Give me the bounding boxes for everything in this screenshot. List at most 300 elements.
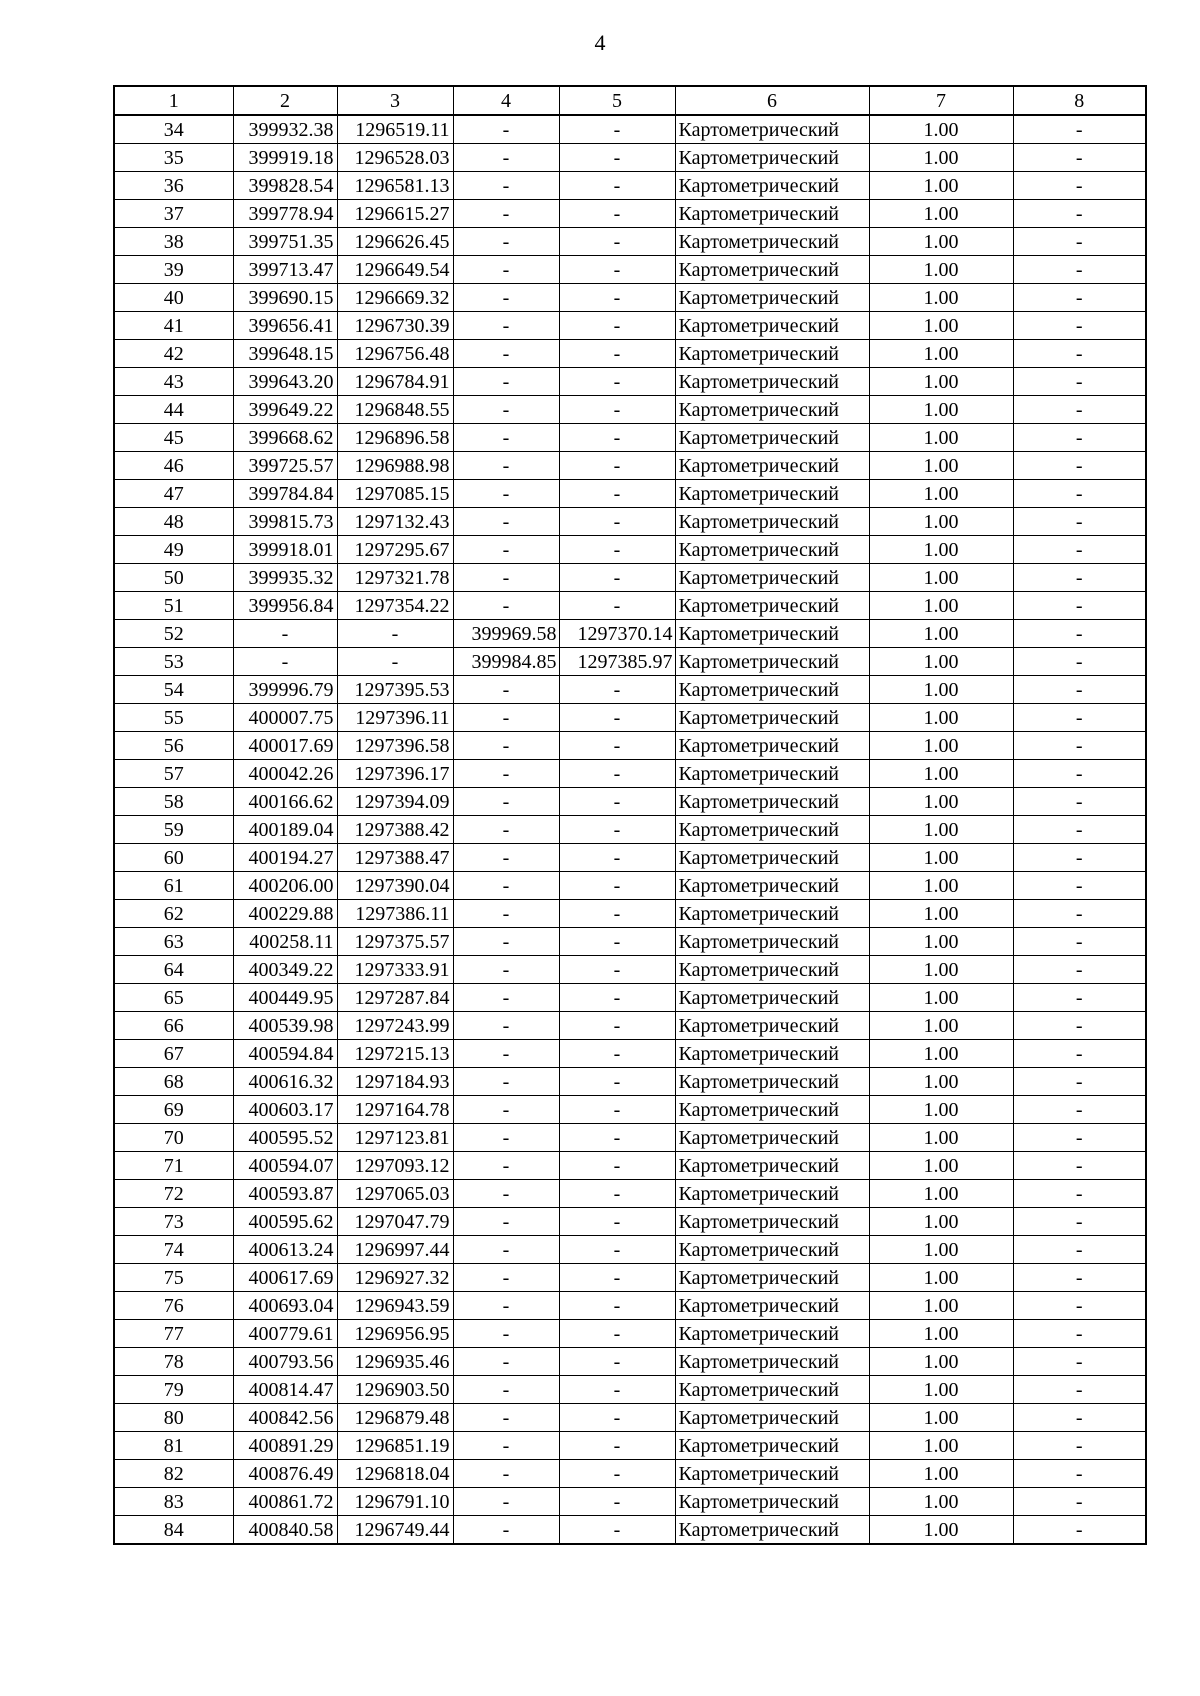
cell-point-number: 55: [114, 704, 233, 732]
cell-method: Картометрический: [675, 1432, 869, 1460]
cell-description: -: [1013, 900, 1146, 928]
cell-x-coordinate: 400449.95: [233, 984, 337, 1012]
cell-precision: 1.00: [869, 1432, 1013, 1460]
cell-y-coordinate-alt: -: [559, 424, 675, 452]
cell-method: Картометрический: [675, 1404, 869, 1432]
cell-x-coordinate-alt: -: [453, 844, 559, 872]
cell-precision: 1.00: [869, 200, 1013, 228]
cell-precision: 1.00: [869, 1292, 1013, 1320]
cell-y-coordinate: 1297287.84: [337, 984, 453, 1012]
table-row: [114, 900, 1146, 928]
cell-method: Картометрический: [675, 1208, 869, 1236]
cell-method: Картометрический: [675, 1292, 869, 1320]
cell-x-coordinate: 400876.49: [233, 1460, 337, 1488]
cell-description: -: [1013, 144, 1146, 172]
cell-precision: 1.00: [869, 564, 1013, 592]
cell-y-coordinate-alt: -: [559, 115, 675, 144]
cell-method: Картометрический: [675, 1376, 869, 1404]
column-header-7: 7: [869, 86, 1013, 115]
cell-method: Картометрический: [675, 1236, 869, 1264]
cell-y-coordinate-alt: -: [559, 1488, 675, 1516]
cell-point-number: 65: [114, 984, 233, 1012]
table-row: [114, 228, 1146, 256]
cell-y-coordinate-alt: -: [559, 844, 675, 872]
table-row: [114, 564, 1146, 592]
cell-point-number: 43: [114, 368, 233, 396]
cell-y-coordinate: -: [337, 648, 453, 676]
cell-point-number: 67: [114, 1040, 233, 1068]
cell-precision: 1.00: [869, 1320, 1013, 1348]
cell-y-coordinate: 1296988.98: [337, 452, 453, 480]
cell-description: -: [1013, 1264, 1146, 1292]
column-header-2: 2: [233, 86, 337, 115]
cell-precision: 1.00: [869, 1040, 1013, 1068]
cell-x-coordinate-alt: -: [453, 1376, 559, 1404]
cell-point-number: 37: [114, 200, 233, 228]
cell-x-coordinate-alt: 399984.85: [453, 648, 559, 676]
cell-x-coordinate-alt: -: [453, 788, 559, 816]
cell-description: -: [1013, 984, 1146, 1012]
cell-precision: 1.00: [869, 984, 1013, 1012]
cell-precision: 1.00: [869, 816, 1013, 844]
cell-description: -: [1013, 1460, 1146, 1488]
cell-x-coordinate-alt: -: [453, 452, 559, 480]
cell-point-number: 69: [114, 1096, 233, 1124]
cell-x-coordinate: 400793.56: [233, 1348, 337, 1376]
cell-description: -: [1013, 928, 1146, 956]
cell-point-number: 72: [114, 1180, 233, 1208]
cell-point-number: 83: [114, 1488, 233, 1516]
cell-x-coordinate: 399932.38: [233, 115, 337, 144]
cell-description: -: [1013, 872, 1146, 900]
cell-x-coordinate-alt: -: [453, 1516, 559, 1545]
cell-point-number: 36: [114, 172, 233, 200]
cell-y-coordinate-alt: -: [559, 1124, 675, 1152]
cell-y-coordinate: 1296943.59: [337, 1292, 453, 1320]
cell-precision: 1.00: [869, 928, 1013, 956]
table-row: [114, 312, 1146, 340]
cell-y-coordinate-alt: -: [559, 732, 675, 760]
coordinates-table: [113, 85, 1147, 1545]
cell-description: -: [1013, 732, 1146, 760]
cell-y-coordinate: 1297295.67: [337, 536, 453, 564]
cell-precision: 1.00: [869, 1376, 1013, 1404]
table-row: [114, 1432, 1146, 1460]
cell-point-number: 57: [114, 760, 233, 788]
cell-x-coordinate-alt: -: [453, 424, 559, 452]
cell-x-coordinate-alt: -: [453, 900, 559, 928]
cell-x-coordinate: 400613.24: [233, 1236, 337, 1264]
cell-x-coordinate: 400814.47: [233, 1376, 337, 1404]
cell-x-coordinate-alt: -: [453, 704, 559, 732]
cell-method: Картометрический: [675, 704, 869, 732]
cell-x-coordinate: 399918.01: [233, 536, 337, 564]
cell-y-coordinate-alt: -: [559, 536, 675, 564]
cell-point-number: 38: [114, 228, 233, 256]
cell-y-coordinate-alt: -: [559, 816, 675, 844]
table-row: [114, 1068, 1146, 1096]
cell-x-coordinate: 400617.69: [233, 1264, 337, 1292]
cell-method: Картометрический: [675, 620, 869, 648]
cell-point-number: 53: [114, 648, 233, 676]
cell-point-number: 54: [114, 676, 233, 704]
table-row: [114, 1292, 1146, 1320]
cell-x-coordinate: 400861.72: [233, 1488, 337, 1516]
cell-method: Картометрический: [675, 956, 869, 984]
cell-y-coordinate: 1297375.57: [337, 928, 453, 956]
cell-x-coordinate-alt: -: [453, 564, 559, 592]
cell-description: -: [1013, 424, 1146, 452]
cell-precision: 1.00: [869, 396, 1013, 424]
cell-y-coordinate-alt: -: [559, 200, 675, 228]
cell-y-coordinate-alt: -: [559, 1208, 675, 1236]
cell-description: -: [1013, 956, 1146, 984]
cell-precision: 1.00: [869, 956, 1013, 984]
cell-method: Картометрический: [675, 424, 869, 452]
cell-x-coordinate-alt: -: [453, 676, 559, 704]
cell-y-coordinate-alt: -: [559, 1068, 675, 1096]
table-row: [114, 1460, 1146, 1488]
cell-precision: 1.00: [869, 228, 1013, 256]
cell-x-coordinate-alt: -: [453, 956, 559, 984]
cell-point-number: 41: [114, 312, 233, 340]
cell-y-coordinate: 1296615.27: [337, 200, 453, 228]
cell-x-coordinate: 399649.22: [233, 396, 337, 424]
cell-y-coordinate: 1296851.19: [337, 1432, 453, 1460]
cell-y-coordinate-alt: -: [559, 676, 675, 704]
cell-x-coordinate: 399996.79: [233, 676, 337, 704]
cell-method: Картометрический: [675, 536, 869, 564]
cell-method: Картометрический: [675, 1180, 869, 1208]
cell-y-coordinate-alt: -: [559, 1460, 675, 1488]
cell-y-coordinate: 1297164.78: [337, 1096, 453, 1124]
cell-precision: 1.00: [869, 284, 1013, 312]
cell-method: Картометрический: [675, 984, 869, 1012]
table-row: [114, 144, 1146, 172]
cell-precision: 1.00: [869, 340, 1013, 368]
cell-precision: 1.00: [869, 115, 1013, 144]
table-row: [114, 1236, 1146, 1264]
cell-method: Картометрический: [675, 844, 869, 872]
cell-y-coordinate: 1296896.58: [337, 424, 453, 452]
cell-description: -: [1013, 115, 1146, 144]
cell-y-coordinate-alt: -: [559, 284, 675, 312]
table-row: [114, 200, 1146, 228]
table-row: [114, 928, 1146, 956]
cell-x-coordinate: 399778.94: [233, 200, 337, 228]
cell-description: -: [1013, 1516, 1146, 1545]
cell-precision: 1.00: [869, 620, 1013, 648]
cell-x-coordinate: 399828.54: [233, 172, 337, 200]
cell-x-coordinate: 400166.62: [233, 788, 337, 816]
cell-y-coordinate: 1297395.53: [337, 676, 453, 704]
cell-x-coordinate-alt: -: [453, 480, 559, 508]
cell-method: Картометрический: [675, 508, 869, 536]
cell-precision: 1.00: [869, 648, 1013, 676]
cell-y-coordinate: 1297396.17: [337, 760, 453, 788]
cell-description: -: [1013, 256, 1146, 284]
cell-precision: 1.00: [869, 1208, 1013, 1236]
cell-point-number: 78: [114, 1348, 233, 1376]
cell-y-coordinate: 1297065.03: [337, 1180, 453, 1208]
cell-x-coordinate: 400229.88: [233, 900, 337, 928]
cell-x-coordinate-alt: -: [453, 536, 559, 564]
column-header-3: 3: [337, 86, 453, 115]
table-row: [114, 1012, 1146, 1040]
cell-x-coordinate-alt: -: [453, 1152, 559, 1180]
cell-description: -: [1013, 1040, 1146, 1068]
cell-y-coordinate: 1296848.55: [337, 396, 453, 424]
cell-x-coordinate: -: [233, 648, 337, 676]
cell-y-coordinate-alt: -: [559, 256, 675, 284]
table-row: [114, 1348, 1146, 1376]
cell-precision: 1.00: [869, 1488, 1013, 1516]
cell-x-coordinate: 400042.26: [233, 760, 337, 788]
cell-description: -: [1013, 480, 1146, 508]
cell-precision: 1.00: [869, 1516, 1013, 1545]
cell-method: Картометрический: [675, 1516, 869, 1545]
cell-point-number: 81: [114, 1432, 233, 1460]
cell-x-coordinate-alt: -: [453, 508, 559, 536]
cell-x-coordinate: 399643.20: [233, 368, 337, 396]
cell-description: -: [1013, 1320, 1146, 1348]
cell-method: Картометрический: [675, 1012, 869, 1040]
cell-x-coordinate-alt: -: [453, 228, 559, 256]
cell-point-number: 70: [114, 1124, 233, 1152]
table-row: [114, 1152, 1146, 1180]
cell-point-number: 64: [114, 956, 233, 984]
cell-point-number: 60: [114, 844, 233, 872]
cell-y-coordinate: 1297047.79: [337, 1208, 453, 1236]
table-row: [114, 648, 1146, 676]
cell-description: -: [1013, 620, 1146, 648]
table-row: [114, 1376, 1146, 1404]
cell-precision: 1.00: [869, 144, 1013, 172]
cell-y-coordinate-alt: -: [559, 1096, 675, 1124]
cell-x-coordinate-alt: -: [453, 1124, 559, 1152]
table-row: [114, 760, 1146, 788]
cell-point-number: 35: [114, 144, 233, 172]
cell-x-coordinate-alt: -: [453, 1040, 559, 1068]
cell-precision: 1.00: [869, 760, 1013, 788]
cell-y-coordinate-alt: -: [559, 592, 675, 620]
cell-method: Картометрический: [675, 928, 869, 956]
cell-point-number: 39: [114, 256, 233, 284]
cell-y-coordinate-alt: 1297370.14: [559, 620, 675, 648]
cell-x-coordinate: 399725.57: [233, 452, 337, 480]
cell-precision: 1.00: [869, 592, 1013, 620]
cell-description: -: [1013, 1012, 1146, 1040]
table-row: [114, 1208, 1146, 1236]
cell-point-number: 58: [114, 788, 233, 816]
cell-description: -: [1013, 760, 1146, 788]
cell-x-coordinate: 399919.18: [233, 144, 337, 172]
cell-y-coordinate: 1296879.48: [337, 1404, 453, 1432]
cell-x-coordinate-alt: -: [453, 144, 559, 172]
table-row: [114, 1404, 1146, 1432]
column-header-6: 6: [675, 86, 869, 115]
table-row: [114, 508, 1146, 536]
cell-description: -: [1013, 172, 1146, 200]
cell-y-coordinate-alt: -: [559, 1376, 675, 1404]
cell-x-coordinate-alt: -: [453, 1096, 559, 1124]
cell-method: Картометрический: [675, 732, 869, 760]
cell-precision: 1.00: [869, 1096, 1013, 1124]
cell-y-coordinate: 1297333.91: [337, 956, 453, 984]
cell-precision: 1.00: [869, 172, 1013, 200]
table-body: [114, 115, 1146, 1544]
cell-description: -: [1013, 368, 1146, 396]
cell-precision: 1.00: [869, 1460, 1013, 1488]
cell-method: Картометрический: [675, 676, 869, 704]
cell-point-number: 71: [114, 1152, 233, 1180]
cell-precision: 1.00: [869, 1012, 1013, 1040]
cell-method: Картометрический: [675, 1152, 869, 1180]
cell-description: -: [1013, 1068, 1146, 1096]
table-row: [114, 368, 1146, 396]
cell-y-coordinate: 1297093.12: [337, 1152, 453, 1180]
cell-x-coordinate-alt: -: [453, 1012, 559, 1040]
cell-method: Картометрический: [675, 115, 869, 144]
cell-point-number: 59: [114, 816, 233, 844]
cell-point-number: 50: [114, 564, 233, 592]
cell-precision: 1.00: [869, 900, 1013, 928]
cell-y-coordinate: 1297085.15: [337, 480, 453, 508]
cell-y-coordinate: 1296649.54: [337, 256, 453, 284]
cell-method: Картометрический: [675, 1460, 869, 1488]
cell-x-coordinate-alt: -: [453, 284, 559, 312]
cell-x-coordinate: 399668.62: [233, 424, 337, 452]
cell-precision: 1.00: [869, 1264, 1013, 1292]
cell-method: Картометрический: [675, 1096, 869, 1124]
cell-y-coordinate: 1296581.13: [337, 172, 453, 200]
cell-y-coordinate: 1297394.09: [337, 788, 453, 816]
cell-y-coordinate-alt: -: [559, 1180, 675, 1208]
cell-x-coordinate: 399690.15: [233, 284, 337, 312]
cell-method: Картометрический: [675, 1264, 869, 1292]
table-row: [114, 1040, 1146, 1068]
table-row: [114, 676, 1146, 704]
cell-method: Картометрический: [675, 172, 869, 200]
cell-x-coordinate: 399815.73: [233, 508, 337, 536]
cell-description: -: [1013, 340, 1146, 368]
cell-y-coordinate-alt: -: [559, 760, 675, 788]
cell-y-coordinate-alt: -: [559, 1432, 675, 1460]
cell-point-number: 46: [114, 452, 233, 480]
cell-precision: 1.00: [869, 732, 1013, 760]
cell-x-coordinate-alt: -: [453, 1320, 559, 1348]
table-row: [114, 620, 1146, 648]
cell-precision: 1.00: [869, 872, 1013, 900]
cell-x-coordinate-alt: -: [453, 1460, 559, 1488]
cell-x-coordinate: 400891.29: [233, 1432, 337, 1460]
cell-method: Картометрический: [675, 256, 869, 284]
cell-y-coordinate: 1297354.22: [337, 592, 453, 620]
cell-precision: 1.00: [869, 1236, 1013, 1264]
table-row: [114, 956, 1146, 984]
cell-x-coordinate: 399648.15: [233, 340, 337, 368]
table-row: [114, 1096, 1146, 1124]
cell-point-number: 77: [114, 1320, 233, 1348]
cell-x-coordinate: 400594.07: [233, 1152, 337, 1180]
cell-y-coordinate: 1296756.48: [337, 340, 453, 368]
cell-y-coordinate: 1297388.47: [337, 844, 453, 872]
cell-precision: 1.00: [869, 256, 1013, 284]
cell-x-coordinate-alt: -: [453, 872, 559, 900]
cell-y-coordinate-alt: -: [559, 564, 675, 592]
cell-point-number: 80: [114, 1404, 233, 1432]
cell-x-coordinate-alt: -: [453, 984, 559, 1012]
cell-precision: 1.00: [869, 1068, 1013, 1096]
cell-y-coordinate: 1296927.32: [337, 1264, 453, 1292]
cell-method: Картометрический: [675, 396, 869, 424]
cell-x-coordinate-alt: -: [453, 1236, 559, 1264]
cell-description: -: [1013, 1180, 1146, 1208]
cell-y-coordinate-alt: -: [559, 312, 675, 340]
cell-y-coordinate: 1296626.45: [337, 228, 453, 256]
table-row: [114, 1180, 1146, 1208]
cell-precision: 1.00: [869, 1404, 1013, 1432]
cell-y-coordinate-alt: -: [559, 1292, 675, 1320]
table-row: [114, 396, 1146, 424]
cell-method: Картометрический: [675, 872, 869, 900]
cell-x-coordinate-alt: -: [453, 760, 559, 788]
cell-y-coordinate: 1296519.11: [337, 115, 453, 144]
cell-method: Картометрический: [675, 1488, 869, 1516]
cell-y-coordinate: 1296528.03: [337, 144, 453, 172]
cell-method: Картометрический: [675, 1124, 869, 1152]
cell-x-coordinate: 400189.04: [233, 816, 337, 844]
cell-description: -: [1013, 676, 1146, 704]
cell-method: Картометрический: [675, 340, 869, 368]
cell-y-coordinate: 1296784.91: [337, 368, 453, 396]
cell-y-coordinate-alt: -: [559, 1236, 675, 1264]
cell-x-coordinate-alt: -: [453, 1404, 559, 1432]
cell-x-coordinate: 400595.52: [233, 1124, 337, 1152]
cell-x-coordinate: 400593.87: [233, 1180, 337, 1208]
cell-point-number: 56: [114, 732, 233, 760]
cell-description: -: [1013, 1404, 1146, 1432]
table-row: [114, 1124, 1146, 1152]
cell-point-number: 76: [114, 1292, 233, 1320]
table-row: [114, 816, 1146, 844]
cell-point-number: 40: [114, 284, 233, 312]
cell-x-coordinate-alt: -: [453, 816, 559, 844]
cell-x-coordinate: 400842.56: [233, 1404, 337, 1432]
table-header-row: [114, 86, 1146, 115]
cell-description: -: [1013, 1096, 1146, 1124]
cell-y-coordinate-alt: -: [559, 368, 675, 396]
cell-point-number: 48: [114, 508, 233, 536]
cell-x-coordinate: -: [233, 620, 337, 648]
cell-x-coordinate: 400017.69: [233, 732, 337, 760]
cell-point-number: 74: [114, 1236, 233, 1264]
cell-description: -: [1013, 1376, 1146, 1404]
cell-x-coordinate-alt: -: [453, 592, 559, 620]
cell-y-coordinate-alt: -: [559, 508, 675, 536]
cell-y-coordinate: 1296749.44: [337, 1516, 453, 1545]
cell-y-coordinate-alt: -: [559, 1152, 675, 1180]
cell-point-number: 63: [114, 928, 233, 956]
cell-method: Картометрический: [675, 1040, 869, 1068]
cell-precision: 1.00: [869, 508, 1013, 536]
cell-y-coordinate-alt: -: [559, 1264, 675, 1292]
cell-description: -: [1013, 452, 1146, 480]
cell-method: Картометрический: [675, 312, 869, 340]
cell-description: -: [1013, 592, 1146, 620]
cell-precision: 1.00: [869, 452, 1013, 480]
cell-y-coordinate-alt: -: [559, 228, 675, 256]
